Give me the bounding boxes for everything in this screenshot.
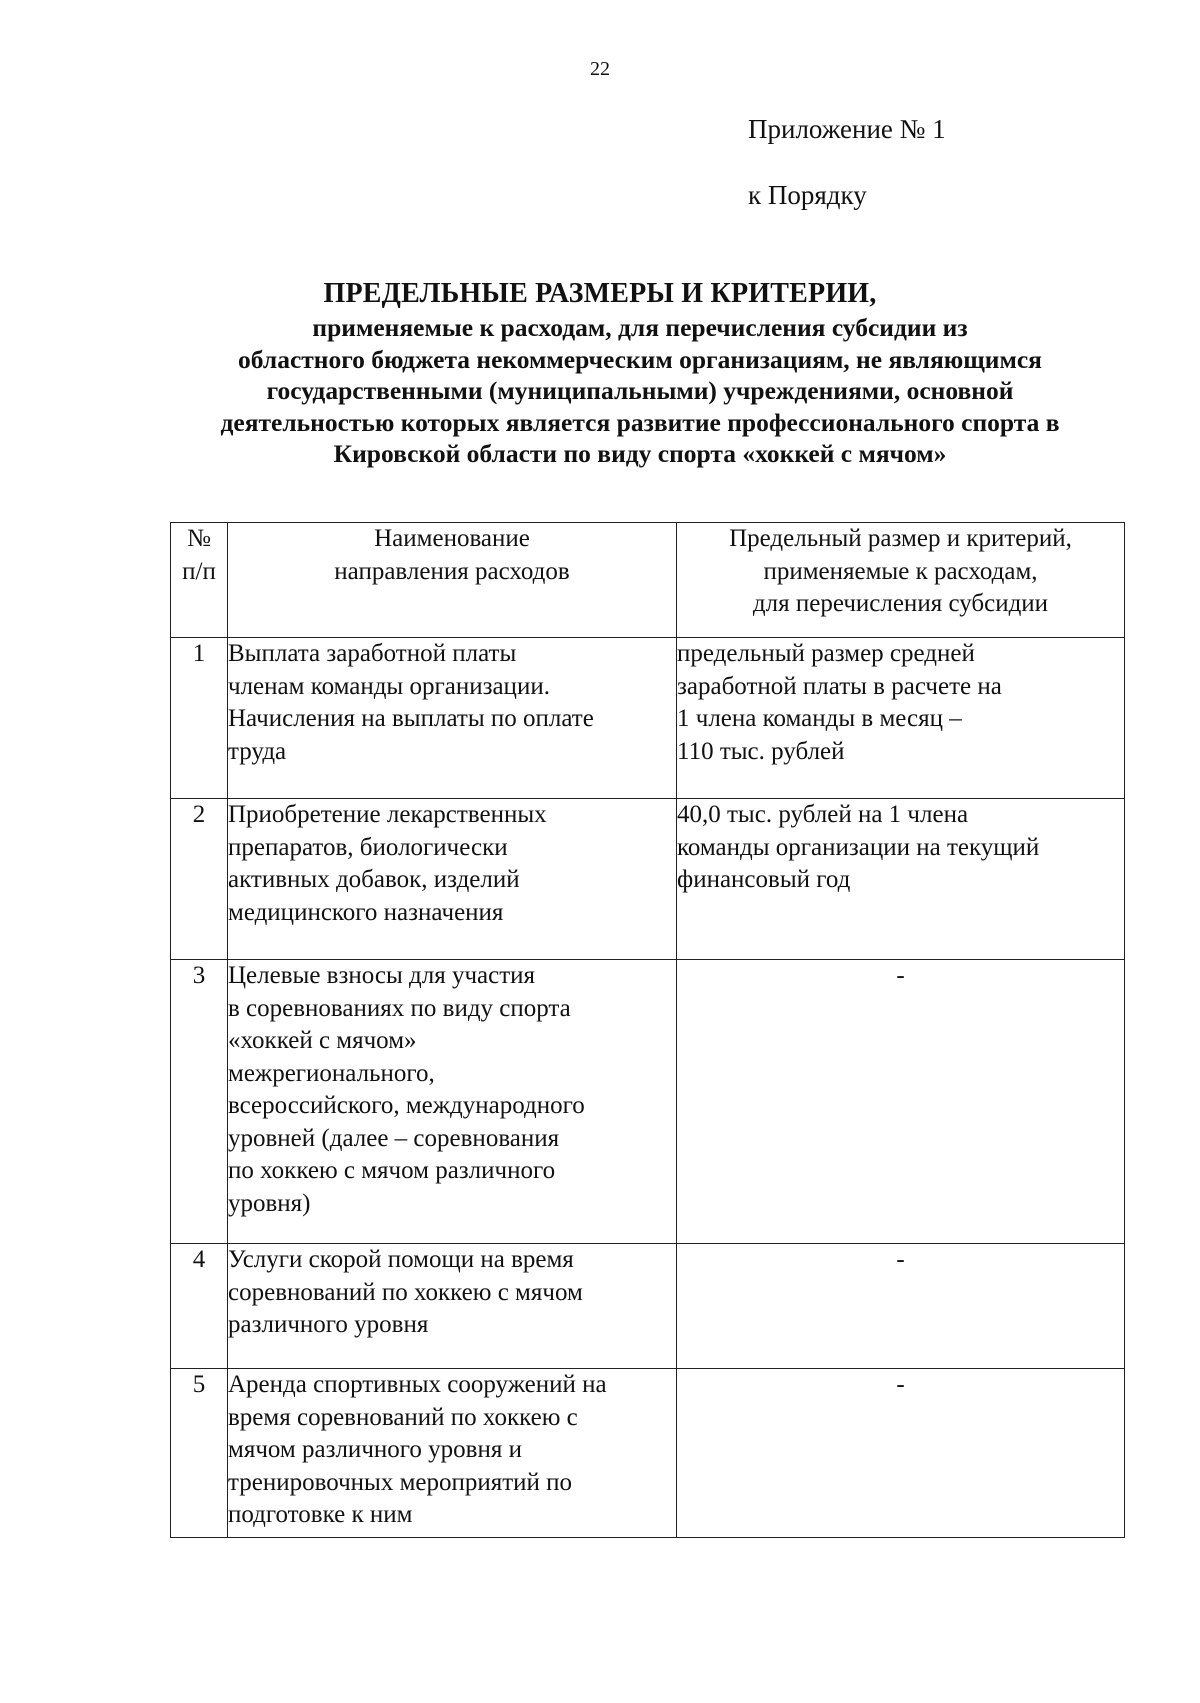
expense-name: Целевые взносы для участия в соревнованиях по виду спорта «хоккей с мячом» межрегионального, всероссийского, международного уровней (далее – соревнования по хоккею с мячом различного уровня)	[228, 960, 677, 1244]
page-number: 22	[590, 58, 610, 80]
header-name-line: направления расходов	[334, 557, 570, 585]
expense-name: Аренда спортивных сооружений на время соревнований по хоккею с мячом различного уровня и тренировочных мероприятий по подготовке к ним	[228, 1369, 677, 1538]
header-name-line: Наименование	[374, 525, 530, 552]
row-number: 4	[171, 1244, 228, 1369]
header-num-line: п/п	[182, 557, 216, 585]
expense-limit: 40,0 тыс. рублей на 1 члена команды организации на текущий финансовый год	[677, 799, 1125, 960]
table-row	[171, 638, 1125, 799]
header-limit-line: применяемые к расходам,	[763, 557, 1038, 585]
header-num	[171, 523, 228, 638]
header-num-line: №	[187, 525, 211, 552]
expense-limit: -	[677, 1244, 1125, 1369]
subtitle-line: деятельностью которых является развитие профессионального спорта в	[220, 407, 1060, 437]
table-row	[171, 1369, 1125, 1538]
row-number: 2	[171, 799, 228, 960]
criteria-table	[170, 522, 1125, 1538]
table-row	[171, 1244, 1125, 1369]
table-header-row	[171, 523, 1125, 638]
row-number: 3	[171, 960, 228, 1244]
subtitle-line: государственными (муниципальными) учреждениями, основной	[266, 376, 1014, 405]
expense-name: Выплата заработной платы членам команды организации. Начисления на выплаты по оплате труда	[228, 638, 677, 799]
expense-limit: -	[677, 1369, 1125, 1538]
document-subtitle	[160, 312, 1120, 470]
expense-name: Услуги скорой помощи на время соревнований по хоккею с мячом различного уровня	[228, 1244, 677, 1369]
row-number: 5	[171, 1369, 228, 1538]
table-row	[171, 799, 1125, 960]
row-number: 1	[171, 638, 228, 799]
header-limit-line: для перечисления субсидии	[752, 590, 1049, 617]
expense-limit: -	[677, 960, 1125, 1244]
document-title: ПРЕДЕЛЬНЫЕ РАЗМЕРЫ И КРИТЕРИИ,	[323, 278, 877, 309]
header-limit	[677, 523, 1125, 638]
appendix-reference: к Порядку	[748, 180, 867, 210]
subtitle-line: применяемые к расходам, для перечисления субсидии из	[312, 313, 968, 342]
header-name	[228, 523, 677, 638]
expense-limit: предельный размер средней заработной платы в расчете на 1 члена команды в месяц – 110 тыс. рублей	[677, 638, 1125, 799]
appendix-label: Приложение № 1	[748, 114, 946, 144]
expense-name: Приобретение лекарственных препаратов, биологически активных добавок, изделий медицинского назначения	[228, 799, 677, 960]
header-limit-line: Предельный размер и критерий,	[729, 525, 1072, 552]
table-row	[171, 960, 1125, 1244]
subtitle-line: областного бюджета некоммерческим организациям, не являющимся	[238, 344, 1042, 374]
subtitle-line: Кировской области по виду спорта «хоккей с мячом»	[333, 439, 947, 468]
